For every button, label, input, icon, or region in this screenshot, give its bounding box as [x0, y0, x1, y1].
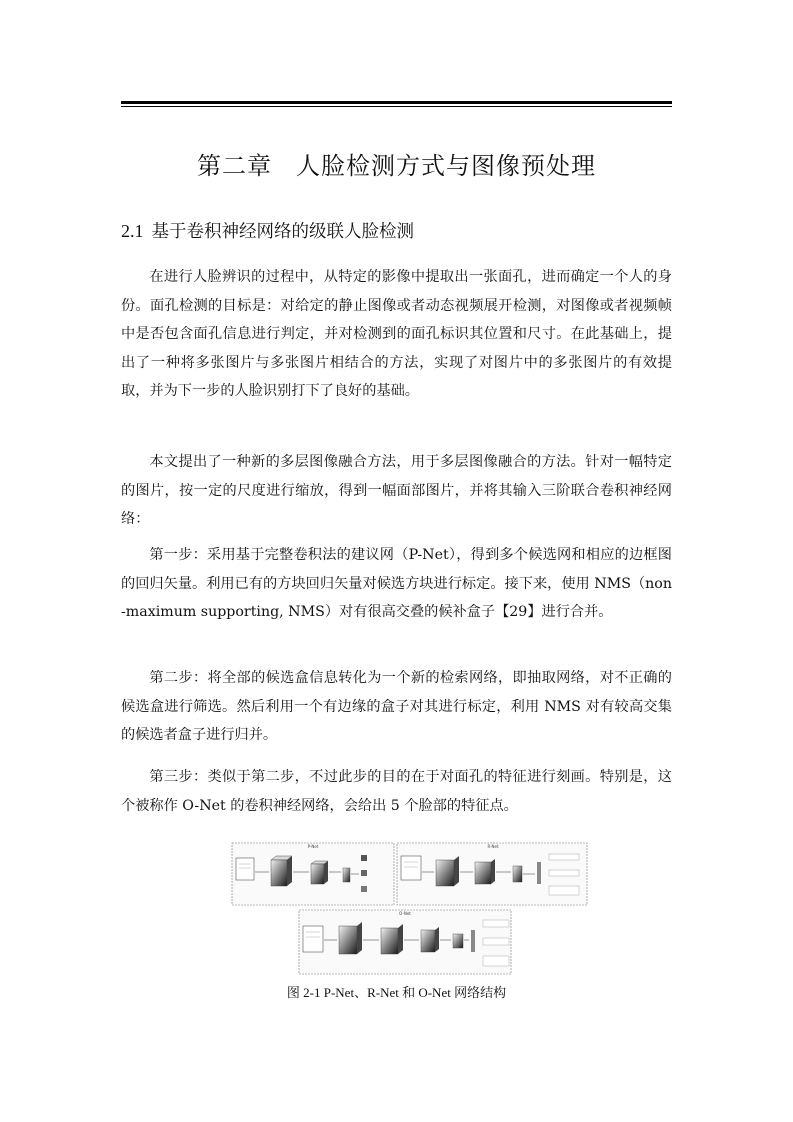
pnet-panel [232, 843, 394, 905]
network-diagram-figure [231, 840, 589, 976]
chapter-number: 第二章 [197, 152, 272, 180]
section-heading [121, 218, 414, 243]
onet-panel [299, 910, 511, 974]
header-rule-thin [121, 106, 672, 107]
chapter-heading [0, 146, 793, 181]
section-title: 基于卷积神经网络的级联人脸检测 [151, 222, 414, 242]
pnet-label: P-Net [307, 844, 319, 849]
paragraph-5: 第三步：类似于第二步，不过此步的目的在于对面孔的特征进行刻画。特别是，这个被称作 O-Net 的卷积神经网络，会给出 5 个脸部的特征点。 [121, 769, 672, 814]
paragraph-2: 本文提出了一种新的多层图像融合方法，用于多层图像融合的方法。针对一幅特定的图片，按一定的尺度进行缩放，得到一幅面部图片，并将其输入三阶联合卷积神经网络： [121, 454, 672, 527]
paragraph-4: 第二步：将全部的候选盒信息转化为一个新的检索网络，即抽取网络，对不正确的候选盒进行筛选。然后利用一个有边缘的盒子对其进行标定，利用 NMS 对有较高交集的候选者盒子进行归并。 [121, 670, 672, 743]
chapter-title: 人脸检测方式与图像预处理 [296, 152, 596, 180]
paragraph-3: 第一步：采用基于完整卷积法的建议网（P-Net），得到多个候选网和相应的边框图的回归矢量。利用已有的方块回归矢量对候选方块进行标定。接下来，使用 NMS（non-maximum supporting, NMS）对有很高交叠的候补盒子【29】进行合并。 [121, 547, 672, 620]
rnet-label: R-Net [487, 844, 499, 849]
paragraph-1: 在进行人脸辨识的过程中，从特定的影像中提取出一张面孔，进而确定一个人的身份。面孔检测的目标是：对给定的静止图像或者动态视频展开检测，对图像或者视频帧中是否包含面孔信息进行判定，并对检测到的面孔标识其位置和尺寸。在此基础上，提出了一种将多张图片与多张图片相结合的方法，实现了对图片中的多张图片的有效提取，并为下一步的人脸识别打下了良好的基础。 [121, 269, 672, 399]
onet-label: O-Net [399, 911, 411, 916]
figure-caption: 图 2-1 P-Net、R-Net 和 O-Net 网络结构 [286, 985, 507, 1000]
header-rule-thick [121, 101, 672, 104]
section-number: 2.1 [121, 221, 144, 241]
rnet-panel [397, 843, 587, 905]
